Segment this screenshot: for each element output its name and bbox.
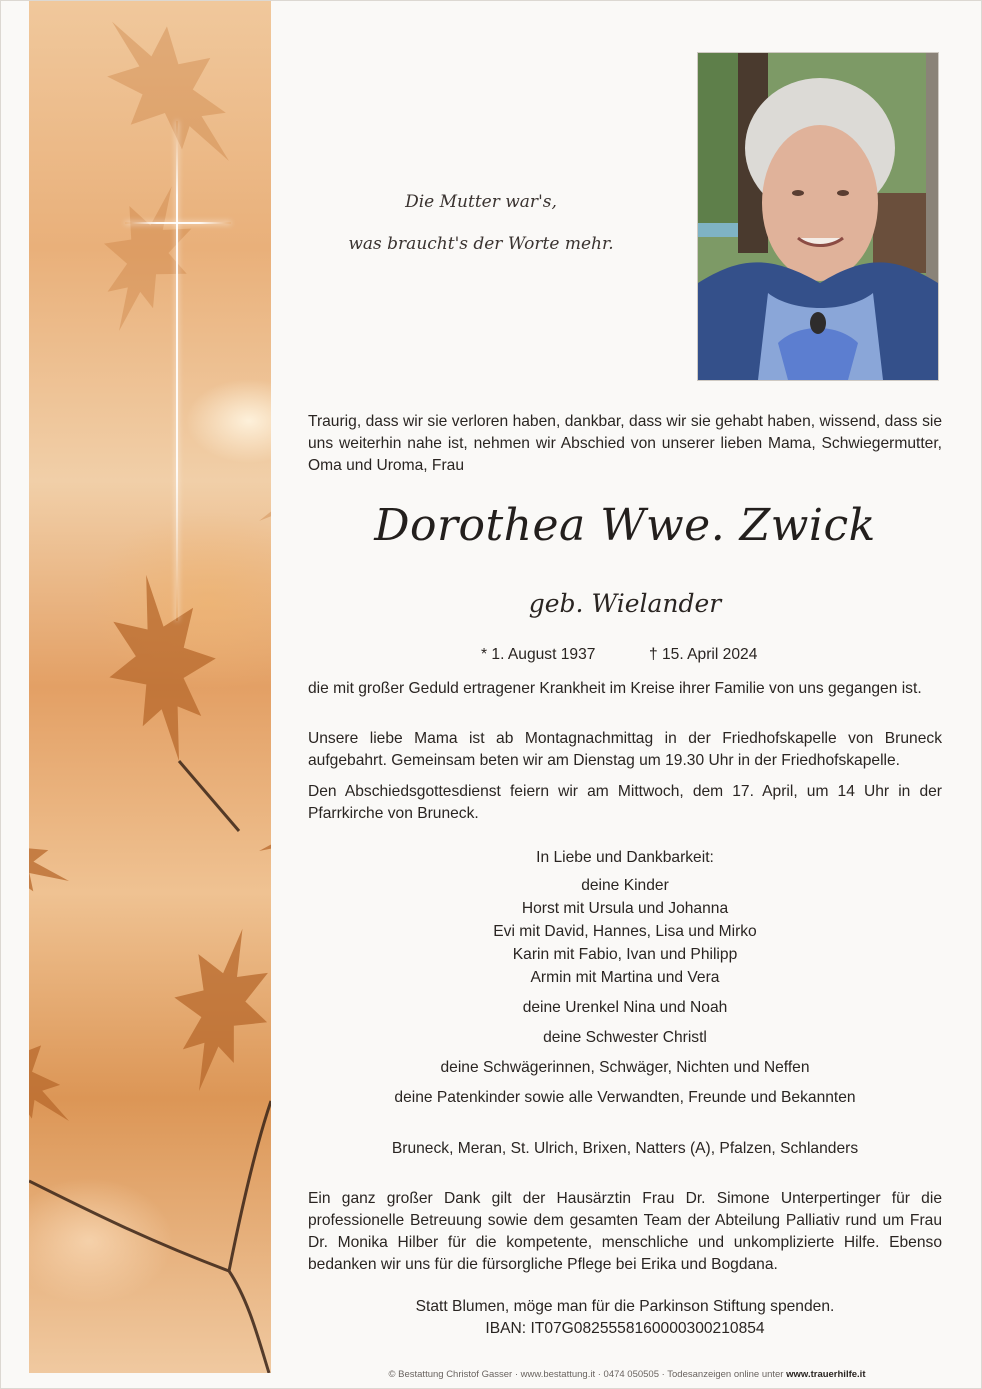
cross-vertical-beam (176, 121, 178, 621)
quote-line-1: Die Mutter war's, (405, 192, 557, 212)
donation-iban: IBAN: IT07G0825558160000300210854 (485, 1320, 765, 1337)
great-grandchildren: deine Urenkel Nina und Noah (522, 999, 728, 1016)
birth-name: geb. Wielander (528, 589, 722, 618)
service-text: Den Abschiedsgottesdienst feiern wir am Mittwoch, dem 17. April, um 14 Uhr in der Pfarrkirche von Bruneck. (308, 783, 942, 822)
viewing-text: Unsere liebe Mama ist ab Montagnachmittag in der Friedhofskapelle von Bruneck aufgebahrt. Gemeinsam beten wir am Dienstag um 19.30 Uhr in der Friedhofskapelle. (308, 730, 942, 769)
maple-leaves-illustration (29, 1, 271, 1373)
places: Bruneck, Meran, St. Ulrich, Brixen, Natters (A), Pfalzen, Schlanders (391, 1140, 859, 1157)
thanks-text: Ein ganz großer Dank gilt der Hausärztin Frau Dr. Simone Unterpertinger für die professionelle Betreuung sowie dem gesamten Team der Abteilung Palliativ rund um Frau Dr. Monika Hilber für die kompetente, menschliche und unkomplizierte Hilfe. Ebenso bedanken wir uns für die fürsorgliche Pflege bei Erika und Bogdana. (308, 1190, 942, 1273)
portrait-image (698, 53, 938, 380)
sister: deine Schwester Christl (543, 1029, 707, 1046)
donation-note: Statt Blumen, möge man für die Parkinson Stiftung spenden. (415, 1298, 835, 1315)
children-label: deine Kinder (581, 877, 669, 894)
mourners-heading: In Liebe und Dankbarkeit: (536, 849, 714, 866)
footer-text: © Bestattung Christof Gasser · www.bestattung.it · 0474 050505 · Todesanzeigen online unter (388, 1369, 784, 1380)
child-family-1: Horst mit Ursula und Johanna (521, 900, 729, 917)
other-mourners: deine Patenkinder sowie alle Verwandten, Freunde und Bekannten (394, 1089, 856, 1106)
quote-line-2: was braucht's der Worte mehr. (348, 234, 614, 254)
footer-website-link[interactable]: www.trauerhilfe.it (786, 1369, 866, 1380)
child-family-4: Armin mit Martina und Vera (530, 969, 720, 986)
footer (271, 1369, 982, 1380)
in-laws: deine Schwägerinnen, Schwäger, Nichten und Neffen (440, 1059, 810, 1076)
passing-text: die mit großer Geduld ertragener Krankheit im Kreise ihrer Familie von uns gegangen ist. (308, 680, 922, 697)
birth-date: * 1. August 1937 (481, 646, 596, 663)
death-date: † 15. April 2024 (649, 646, 758, 663)
child-family-3: Karin mit Fabio, Ivan und Philipp (512, 946, 738, 963)
autumn-leaves-panel (29, 1, 271, 1373)
memorial-quote (301, 181, 661, 265)
deceased-name: Dorothea Wwe. Zwick (374, 500, 876, 551)
child-family-2: Evi mit David, Hannes, Lisa und Mirko (493, 923, 757, 940)
intro-text: Traurig, dass wir sie verloren haben, dankbar, dass wir sie gehabt haben, wissend, dass sie uns weiterhin nahe ist, nehmen wir Abschied von unserer lieben Mama, Schwiegermutter, Oma und Uroma, Frau (308, 413, 942, 474)
portrait-photo (697, 52, 939, 381)
cross-horizontal-beam (125, 222, 231, 224)
